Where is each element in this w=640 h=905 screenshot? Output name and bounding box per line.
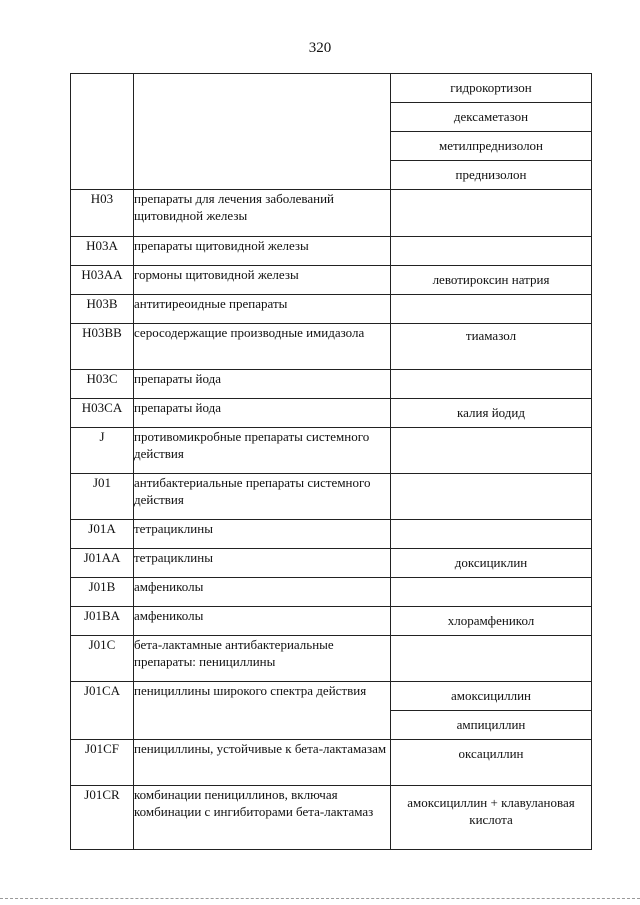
- drug-cell: [391, 74, 592, 190]
- atc-code-cell: J01AA: [71, 549, 134, 578]
- page-bottom-edge: [0, 898, 640, 899]
- drug-name: доксициклин: [454, 555, 528, 570]
- description-cell: пенициллины широкого спектра действия: [134, 682, 391, 740]
- table-row: [71, 428, 592, 474]
- atc-code-cell: J01CR: [71, 786, 134, 850]
- drug-cell: [391, 295, 592, 324]
- description-cell: антибактериальные препараты системного действия: [134, 474, 391, 520]
- drug-cell: [391, 399, 592, 428]
- table-row: [71, 295, 592, 324]
- table-row: [71, 399, 592, 428]
- drug-cell: [391, 682, 592, 740]
- description-cell: препараты йода: [134, 399, 391, 428]
- atc-code-cell: J01C: [71, 636, 134, 682]
- table-row: [71, 474, 592, 520]
- table-row: [71, 74, 592, 190]
- description-cell: тетрациклины: [134, 549, 391, 578]
- table-row: [71, 266, 592, 295]
- drug-name: тиамазол: [465, 328, 517, 343]
- drug-name: дексаметазон: [391, 103, 591, 132]
- atc-code-cell: H03C: [71, 370, 134, 399]
- table-row: [71, 740, 592, 786]
- drug-cell: [391, 636, 592, 682]
- drug-cell: [391, 266, 592, 295]
- drug-cell: [391, 190, 592, 237]
- table-row: [71, 370, 592, 399]
- description-cell: комбинации пенициллинов, включая комбинации с ингибиторами бета-лактамаз: [134, 786, 391, 850]
- drug-classification-table: [70, 73, 592, 850]
- atc-code-cell: J01CA: [71, 682, 134, 740]
- drug-cell: [391, 370, 592, 399]
- description-cell: бета-лактамные антибактериальные препараты: пенициллины: [134, 636, 391, 682]
- atc-code-cell: J01: [71, 474, 134, 520]
- page-number: 320: [308, 40, 332, 56]
- table-row: [71, 190, 592, 237]
- table-row: [71, 607, 592, 636]
- atc-code-cell: H03BB: [71, 324, 134, 370]
- drug-cell: [391, 237, 592, 266]
- table-row: [71, 520, 592, 549]
- table-row: [71, 682, 592, 740]
- drug-cell: [391, 549, 592, 578]
- description-cell: препараты для лечения заболеваний щитовидной железы: [134, 190, 391, 237]
- table-row: [71, 237, 592, 266]
- atc-code-cell: H03: [71, 190, 134, 237]
- table-row: [71, 636, 592, 682]
- description-cell: тетрациклины: [134, 520, 391, 549]
- description-cell: пенициллины, устойчивые к бета-лактамазам: [134, 740, 391, 786]
- atc-code-cell: J01BA: [71, 607, 134, 636]
- drug-name: амоксициллин: [391, 682, 591, 711]
- atc-code-cell: H03B: [71, 295, 134, 324]
- table-row: [71, 549, 592, 578]
- drug-cell: [391, 474, 592, 520]
- description-cell: амфениколы: [134, 578, 391, 607]
- table-row: [71, 786, 592, 850]
- atc-code-cell: J01CF: [71, 740, 134, 786]
- atc-code-cell: [71, 74, 134, 190]
- description-cell: препараты щитовидной железы: [134, 237, 391, 266]
- description-cell: антитиреоидные препараты: [134, 295, 391, 324]
- table-row: [71, 324, 592, 370]
- atc-code-cell: J01B: [71, 578, 134, 607]
- drug-cell: [391, 607, 592, 636]
- description-cell: препараты йода: [134, 370, 391, 399]
- drug-name: левотироксин натрия: [432, 272, 550, 287]
- drug-name: калия йодид: [457, 405, 525, 420]
- description-cell: амфениколы: [134, 607, 391, 636]
- atc-code-cell: H03AA: [71, 266, 134, 295]
- drug-cell: [391, 520, 592, 549]
- description-cell: [134, 74, 391, 190]
- description-cell: противомикробные препараты системного действия: [134, 428, 391, 474]
- drug-name: преднизолон: [455, 167, 527, 182]
- atc-code-cell: J01A: [71, 520, 134, 549]
- table-row: [71, 578, 592, 607]
- drug-cell: [391, 740, 592, 786]
- drug-name: оксациллин: [458, 746, 524, 761]
- drug-name: амоксициллин + клавулановая кислота: [407, 795, 575, 827]
- atc-code-cell: H03CA: [71, 399, 134, 428]
- drug-name: хлорамфеникол: [447, 613, 535, 628]
- atc-code-cell: H03A: [71, 237, 134, 266]
- atc-code-cell: J: [71, 428, 134, 474]
- drug-cell: [391, 578, 592, 607]
- drug-name: ампициллин: [456, 717, 526, 732]
- description-cell: серосодержащие производные имидазола: [134, 324, 391, 370]
- drug-cell: [391, 324, 592, 370]
- description-cell: гормоны щитовидной железы: [134, 266, 391, 295]
- drug-cell: [391, 786, 592, 850]
- drug-cell: [391, 428, 592, 474]
- drug-name: гидрокортизон: [391, 74, 591, 103]
- drug-name: метилпреднизолон: [391, 132, 591, 161]
